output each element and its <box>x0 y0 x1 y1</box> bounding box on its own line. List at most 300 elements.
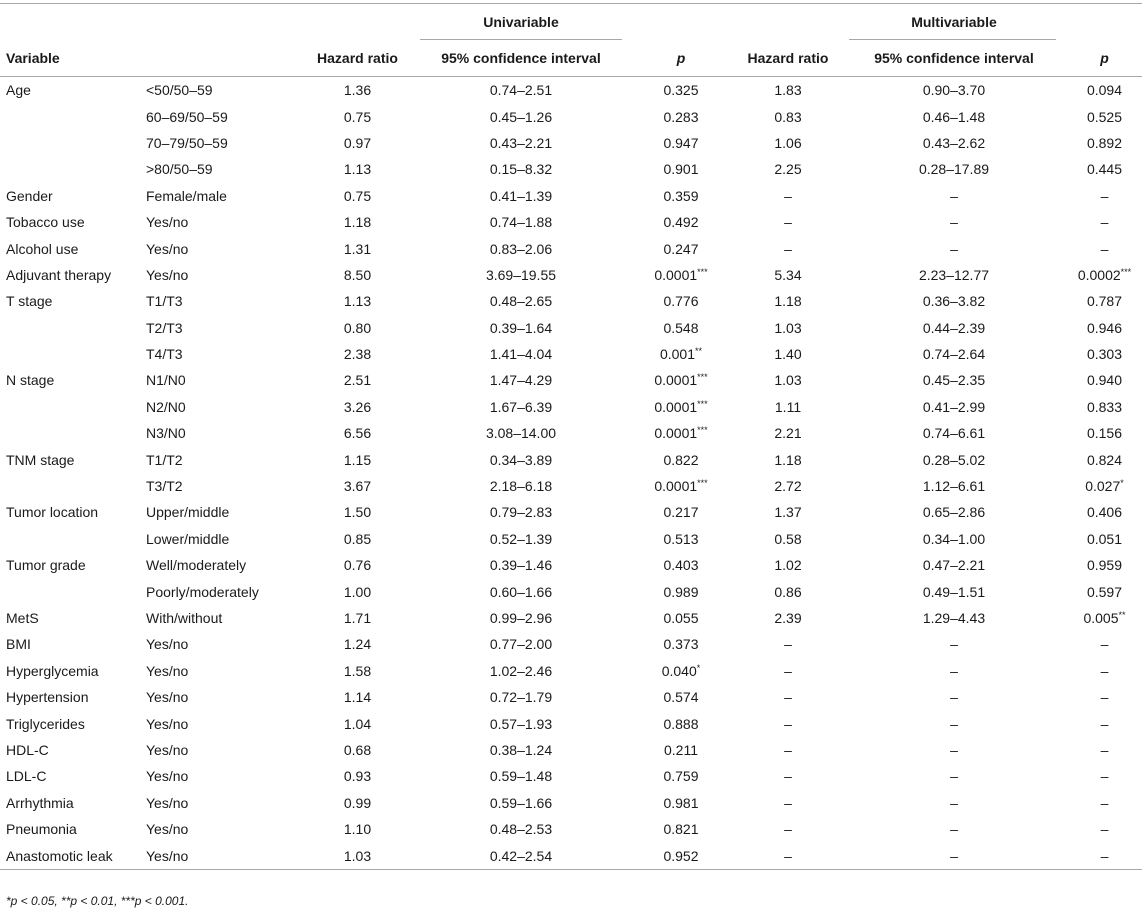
cell-multi-hazard-ratio <box>735 842 841 869</box>
cell-category <box>143 103 300 129</box>
cell-category <box>143 737 300 763</box>
cell-variable <box>0 710 143 736</box>
cell-uni-hazard-ratio-value: 1.71 <box>343 610 372 626</box>
cell-multi-hazard-ratio <box>735 526 841 552</box>
cell-uni-hazard-ratio-value: 1.13 <box>343 161 372 178</box>
cell-uni-ci <box>415 552 627 578</box>
cell-uni-ci-value: 0.48–2.53 <box>489 821 553 838</box>
cell-multi-ci-value: – <box>950 689 958 706</box>
cell-multi-p <box>1067 262 1142 288</box>
cell-uni-p <box>627 526 735 552</box>
cell-multi-p <box>1067 77 1142 104</box>
cell-multi-ci <box>841 684 1067 710</box>
cell-uni-ci <box>415 842 627 869</box>
cell-uni-hazard-ratio <box>300 315 415 341</box>
cell-uni-p-value: 0.325 <box>663 82 699 99</box>
cell-category-value: Yes/no <box>146 636 189 653</box>
cell-multi-ci <box>841 790 1067 816</box>
cell-category <box>143 77 300 104</box>
cell-multi-p <box>1067 605 1142 631</box>
cell-multi-hazard-ratio-value: 2.39 <box>774 610 802 626</box>
cell-uni-hazard-ratio-value: 1.03 <box>343 847 372 864</box>
cell-variable-value: Triglycerides <box>6 715 85 732</box>
cell-multi-p <box>1067 790 1142 816</box>
cell-multi-ci <box>841 420 1067 446</box>
cell-uni-ci <box>415 394 627 420</box>
cell-uni-hazard-ratio <box>300 658 415 684</box>
cell-multi-ci <box>841 156 1067 182</box>
cell-uni-ci <box>415 473 627 499</box>
cell-category <box>143 684 300 710</box>
cell-multi-ci-value: 0.74–2.64 <box>922 346 986 363</box>
cell-multi-ci-value: 0.45–2.35 <box>922 372 986 389</box>
cell-category-value: Yes/no <box>146 794 189 811</box>
cell-multi-hazard-ratio-value: 1.02 <box>774 557 802 574</box>
cell-uni-hazard-ratio-value: 2.38 <box>343 346 372 363</box>
cell-variable <box>0 209 143 235</box>
cell-uni-hazard-ratio <box>300 394 415 420</box>
cell-variable <box>0 288 143 314</box>
cell-uni-hazard-ratio <box>300 367 415 393</box>
cell-uni-p <box>627 816 735 842</box>
cell-category <box>143 710 300 736</box>
cell-variable <box>0 684 143 710</box>
cell-multi-p-value: 0.051 <box>1086 530 1123 547</box>
cell-category-value: >80/50–59 <box>146 161 213 178</box>
cell-multi-hazard-ratio <box>735 394 841 420</box>
group-spacer <box>0 4 143 41</box>
cell-category <box>143 420 300 446</box>
cell-uni-hazard-ratio-value: 0.93 <box>343 768 372 785</box>
cell-multi-ci-value: – <box>950 715 958 732</box>
cell-variable-value: TNM stage <box>6 451 75 468</box>
cell-uni-p <box>627 420 735 446</box>
cell-multi-hazard-ratio-value: – <box>784 821 792 838</box>
significance-marker: *** <box>697 372 708 383</box>
cell-multi-ci <box>841 578 1067 604</box>
table-row <box>0 605 1142 631</box>
cell-uni-p-value: 0.574 <box>663 689 699 706</box>
cell-variable <box>0 763 143 789</box>
cell-category-value: N1/N0 <box>146 372 186 389</box>
cell-uni-p <box>627 235 735 261</box>
group-spacer <box>300 4 415 41</box>
cell-uni-p <box>627 394 735 420</box>
table-row <box>0 578 1142 604</box>
cell-multi-p <box>1067 552 1142 578</box>
cell-variable-value: MetS <box>6 610 39 626</box>
cell-multi-p <box>1067 631 1142 657</box>
cell-multi-p-value: 0.824 <box>1086 451 1123 468</box>
cell-multi-hazard-ratio <box>735 77 841 104</box>
cell-multi-ci-value: – <box>950 768 958 785</box>
table-row <box>0 499 1142 525</box>
cell-variable <box>0 842 143 869</box>
cell-uni-p-value: 0.759 <box>663 768 699 785</box>
cell-multi-hazard-ratio <box>735 816 841 842</box>
cell-multi-p-value: 0.005 <box>1083 610 1119 626</box>
cell-uni-hazard-ratio <box>300 235 415 261</box>
cell-multi-p-value: 0.525 <box>1086 108 1123 125</box>
cell-multi-ci <box>841 710 1067 736</box>
cell-multi-ci-value: – <box>950 187 958 204</box>
cell-multi-p <box>1067 367 1142 393</box>
cell-multi-ci <box>841 315 1067 341</box>
cell-multi-p-value: – <box>1100 636 1109 653</box>
cell-variable <box>0 605 143 631</box>
cell-uni-ci-value: 0.43–2.21 <box>489 134 553 151</box>
cell-multi-p-value: – <box>1100 847 1109 864</box>
cell-uni-ci-value: 0.15–8.32 <box>489 161 553 178</box>
cell-uni-hazard-ratio <box>300 605 415 631</box>
cell-variable <box>0 499 143 525</box>
cell-multi-ci <box>841 763 1067 789</box>
cell-uni-ci <box>415 209 627 235</box>
significance-marker: *** <box>1120 266 1132 277</box>
cell-multi-hazard-ratio-value: 1.03 <box>774 372 802 389</box>
cell-multi-p-value: – <box>1100 741 1109 758</box>
cell-uni-p <box>627 156 735 182</box>
cell-multi-p <box>1067 710 1142 736</box>
cell-uni-p-value: 0.821 <box>663 821 699 838</box>
cell-uni-p-value: 0.548 <box>663 319 699 336</box>
cell-multi-hazard-ratio <box>735 446 841 472</box>
group-spacer <box>143 4 300 41</box>
cell-variable-value: Anastomotic leak <box>6 847 113 864</box>
cell-uni-hazard-ratio-value: 0.76 <box>343 557 372 574</box>
cell-multi-ci-value: – <box>950 662 958 679</box>
multivariable-underline <box>849 39 1056 40</box>
cell-uni-p <box>627 631 735 657</box>
cell-variable-value: Arrhythmia <box>6 794 74 811</box>
cell-uni-hazard-ratio-value: 1.15 <box>343 451 372 468</box>
cell-category-value: Yes/no <box>146 689 189 706</box>
cell-uni-p <box>627 341 735 367</box>
cell-variable-value: BMI <box>6 636 31 653</box>
cell-multi-ci <box>841 473 1067 499</box>
cell-multi-hazard-ratio <box>735 658 841 684</box>
cell-category-value: T4/T3 <box>146 346 183 363</box>
cell-uni-hazard-ratio <box>300 288 415 314</box>
cell-uni-p-value: 0.373 <box>663 636 699 653</box>
cell-multi-ci-value: – <box>950 847 958 864</box>
cell-uni-ci-value: 0.45–1.26 <box>489 108 553 125</box>
cell-category-value: Yes/no <box>146 214 189 231</box>
cell-multi-p-value: 0.940 <box>1086 372 1123 389</box>
cell-multi-p <box>1067 235 1142 261</box>
cell-category <box>143 288 300 314</box>
cell-variable <box>0 631 143 657</box>
table-row <box>0 526 1142 552</box>
cell-multi-ci <box>841 446 1067 472</box>
cell-uni-hazard-ratio <box>300 710 415 736</box>
table-row <box>0 183 1142 209</box>
cell-variable <box>0 790 143 816</box>
cell-uni-hazard-ratio <box>300 842 415 869</box>
cell-uni-p <box>627 710 735 736</box>
cell-multi-hazard-ratio-value: 0.86 <box>774 583 802 600</box>
cell-uni-hazard-ratio <box>300 684 415 710</box>
cell-multi-ci <box>841 341 1067 367</box>
cell-multi-hazard-ratio-value: 1.11 <box>774 398 802 415</box>
cell-variable <box>0 341 143 367</box>
cell-uni-p <box>627 288 735 314</box>
cell-multi-hazard-ratio <box>735 737 841 763</box>
cell-uni-p-value: 0.283 <box>663 108 699 125</box>
cell-uni-p <box>627 183 735 209</box>
cell-category-value: Yes/no <box>146 240 189 257</box>
cell-uni-ci-value: 3.08–14.00 <box>485 425 557 442</box>
cell-uni-ci-value: 0.48–2.65 <box>489 293 553 310</box>
cell-uni-ci-value: 0.34–3.89 <box>489 451 553 468</box>
cell-uni-ci-value: 0.59–1.66 <box>489 794 553 811</box>
cell-variable-value: LDL-C <box>6 768 47 785</box>
cell-uni-p <box>627 658 735 684</box>
significance-marker: *** <box>697 478 708 489</box>
table-row <box>0 631 1142 657</box>
cell-multi-p <box>1067 842 1142 869</box>
cell-multi-ci-value: 0.36–3.82 <box>922 293 986 310</box>
cell-multi-hazard-ratio-value: 5.34 <box>774 266 802 283</box>
cell-multi-hazard-ratio <box>735 315 841 341</box>
cell-variable-value: Gender <box>6 187 53 204</box>
cell-multi-hazard-ratio-value: 2.72 <box>774 478 802 495</box>
cell-multi-hazard-ratio <box>735 420 841 446</box>
cell-variable-value: HDL-C <box>6 741 49 758</box>
col-uni-hazard-ratio: Hazard ratio <box>300 40 415 77</box>
cell-uni-p-value: 0.217 <box>663 504 699 521</box>
cell-variable-value: Age <box>6 82 31 99</box>
cell-uni-ci <box>415 103 627 129</box>
cell-category-value: Yes/no <box>146 768 189 785</box>
col-multi-hazard-ratio: Hazard ratio <box>735 40 841 77</box>
cell-category <box>143 130 300 156</box>
cell-uni-ci <box>415 763 627 789</box>
cell-multi-ci-value: 0.34–1.00 <box>922 530 986 547</box>
cell-uni-p-value: 0.952 <box>663 847 699 864</box>
cell-multi-hazard-ratio-value: – <box>784 741 792 758</box>
cell-uni-ci <box>415 288 627 314</box>
cell-multi-p-value: 0.946 <box>1086 319 1123 336</box>
cell-uni-p <box>627 499 735 525</box>
cell-category-value: Yes/no <box>146 715 189 732</box>
cell-multi-hazard-ratio-value: 1.18 <box>774 293 802 310</box>
cell-uni-ci-value: 0.79–2.83 <box>489 504 553 521</box>
cell-category <box>143 341 300 367</box>
cell-uni-ci-value: 0.59–1.48 <box>489 768 553 785</box>
group-spacer <box>627 4 735 41</box>
cell-variable <box>0 130 143 156</box>
cell-multi-hazard-ratio-value: 1.06 <box>774 134 802 151</box>
cell-uni-hazard-ratio <box>300 446 415 472</box>
table-row <box>0 156 1142 182</box>
cell-category-value: Female/male <box>146 187 227 204</box>
cell-multi-hazard-ratio <box>735 235 841 261</box>
cell-uni-hazard-ratio <box>300 183 415 209</box>
cell-variable <box>0 262 143 288</box>
table-row <box>0 209 1142 235</box>
table-footnote: *p < 0.05, **p < 0.01, ***p < 0.001. <box>6 894 189 908</box>
cell-uni-p <box>627 446 735 472</box>
cell-multi-p <box>1067 578 1142 604</box>
cell-variable <box>0 156 143 182</box>
cell-uni-p-value: 0.001 <box>659 346 696 363</box>
cell-category-value: T1/T3 <box>146 293 183 310</box>
table-row <box>0 235 1142 261</box>
cell-uni-hazard-ratio-value: 1.04 <box>343 715 372 732</box>
cell-uni-hazard-ratio <box>300 816 415 842</box>
cell-category <box>143 605 300 631</box>
cell-uni-hazard-ratio <box>300 262 415 288</box>
cell-variable-value: Adjuvant therapy <box>6 266 112 283</box>
cell-uni-hazard-ratio-value: 1.14 <box>343 689 372 706</box>
cell-category-value: Yes/no <box>146 821 189 838</box>
cell-uni-ci <box>415 156 627 182</box>
cell-uni-ci-value: 0.72–1.79 <box>489 689 553 706</box>
cell-variable <box>0 816 143 842</box>
cell-multi-hazard-ratio-value: 1.83 <box>774 82 802 99</box>
cell-multi-hazard-ratio-value: 1.37 <box>774 504 802 521</box>
cell-uni-p-value: 0.0001 <box>654 425 698 442</box>
cell-uni-hazard-ratio-value: 1.36 <box>343 82 372 99</box>
cell-variable <box>0 420 143 446</box>
cell-uni-p-value: 0.211 <box>664 741 698 758</box>
cell-multi-p <box>1067 684 1142 710</box>
cell-uni-hazard-ratio <box>300 420 415 446</box>
cell-multi-ci <box>841 367 1067 393</box>
cell-category-value: Yes/no <box>146 662 189 679</box>
cell-uni-p <box>627 262 735 288</box>
cell-uni-ci <box>415 420 627 446</box>
cell-multi-ci-value: – <box>950 636 958 653</box>
cell-uni-ci <box>415 367 627 393</box>
cell-uni-ci-value: 0.74–1.88 <box>489 214 553 231</box>
cell-uni-hazard-ratio-value: 8.50 <box>343 266 372 283</box>
cell-uni-hazard-ratio-value: 0.85 <box>343 530 372 547</box>
cell-category-value: Lower/middle <box>146 530 230 547</box>
cell-multi-p <box>1067 209 1142 235</box>
cell-uni-ci-value: 0.74–2.51 <box>489 82 553 99</box>
cell-variable <box>0 658 143 684</box>
cell-uni-hazard-ratio-value: 1.00 <box>343 583 372 600</box>
cell-variable <box>0 315 143 341</box>
cell-multi-ci <box>841 631 1067 657</box>
significance-marker: * <box>1120 478 1124 489</box>
cell-uni-ci <box>415 790 627 816</box>
cell-uni-p-value: 0.0001 <box>654 398 698 415</box>
cell-multi-ci-value: 0.43–2.62 <box>922 134 986 151</box>
group-spacer <box>735 4 841 41</box>
cell-multi-ci <box>841 209 1067 235</box>
cell-multi-hazard-ratio <box>735 499 841 525</box>
cell-multi-hazard-ratio <box>735 156 841 182</box>
cell-multi-ci-value: 0.46–1.48 <box>922 108 986 125</box>
cell-category <box>143 235 300 261</box>
cell-multi-ci-value: 0.47–2.21 <box>922 557 986 574</box>
significance-marker: ** <box>695 346 703 357</box>
cell-multi-p-value: – <box>1100 794 1109 811</box>
cell-uni-ci-value: 1.67–6.39 <box>489 398 553 415</box>
cell-multi-hazard-ratio <box>735 552 841 578</box>
cell-variable-value: Tumor grade <box>6 557 86 574</box>
cell-variable <box>0 77 143 104</box>
cell-variable <box>0 578 143 604</box>
cell-variable <box>0 367 143 393</box>
cell-multi-hazard-ratio-value: – <box>784 240 792 257</box>
significance-marker: *** <box>697 398 708 409</box>
cell-variable-value: Pneumonia <box>6 821 77 838</box>
table-row <box>0 262 1142 288</box>
cell-multi-ci <box>841 262 1067 288</box>
cell-multi-hazard-ratio <box>735 790 841 816</box>
cell-uni-ci-value: 0.77–2.00 <box>489 636 553 653</box>
cell-variable <box>0 103 143 129</box>
cell-uni-hazard-ratio <box>300 209 415 235</box>
cell-uni-p-value: 0.492 <box>663 214 699 231</box>
cell-uni-p-value: 0.055 <box>663 610 699 626</box>
cell-uni-p-value: 0.403 <box>663 557 699 574</box>
cell-uni-hazard-ratio-value: 2.51 <box>343 372 372 389</box>
cell-multi-p <box>1067 658 1142 684</box>
cell-uni-p <box>627 790 735 816</box>
cell-uni-ci-value: 1.47–4.29 <box>489 372 553 389</box>
cell-uni-ci-value: 1.41–4.04 <box>489 346 553 363</box>
cell-multi-ci-value: 2.23–12.77 <box>918 266 990 283</box>
cell-category <box>143 209 300 235</box>
cell-multi-hazard-ratio-value: 1.40 <box>774 346 802 363</box>
cell-variable <box>0 446 143 472</box>
cell-multi-hazard-ratio-value: – <box>784 187 792 204</box>
cell-category-value: T2/T3 <box>146 319 183 336</box>
significance-marker: *** <box>697 425 708 436</box>
significance-marker: ** <box>1118 610 1126 620</box>
cell-uni-p-value: 0.0001 <box>654 372 698 389</box>
cell-multi-p <box>1067 420 1142 446</box>
cell-uni-p-value: 0.0001 <box>654 478 698 495</box>
cell-category <box>143 526 300 552</box>
cell-variable <box>0 737 143 763</box>
cell-variable-value: N stage <box>6 372 55 389</box>
cell-uni-p-value: 0.981 <box>663 794 699 811</box>
cell-uni-p-value: 0.040 <box>661 662 697 679</box>
cell-uni-ci <box>415 737 627 763</box>
cell-uni-p <box>627 684 735 710</box>
cell-uni-hazard-ratio <box>300 77 415 104</box>
cell-multi-hazard-ratio <box>735 605 841 631</box>
cell-category-value: <50/50–59 <box>146 82 213 99</box>
cell-uni-p <box>627 130 735 156</box>
cell-multi-p <box>1067 103 1142 129</box>
cell-category <box>143 315 300 341</box>
cell-uni-hazard-ratio-value: 3.26 <box>343 398 372 415</box>
cell-uni-p <box>627 315 735 341</box>
col-uni-p: p <box>627 40 735 77</box>
cell-category <box>143 499 300 525</box>
column-header-row <box>0 40 1142 77</box>
cell-uni-p <box>627 103 735 129</box>
table-row <box>0 367 1142 393</box>
cell-multi-ci-value: – <box>950 821 958 838</box>
cell-uni-hazard-ratio <box>300 790 415 816</box>
cell-uni-ci <box>415 710 627 736</box>
cell-multi-ci-value: 0.28–5.02 <box>922 451 986 468</box>
cell-uni-ci-value: 2.18–6.18 <box>489 478 553 495</box>
cell-uni-hazard-ratio-value: 1.58 <box>343 662 372 679</box>
cell-category <box>143 367 300 393</box>
table-row <box>0 790 1142 816</box>
hazard-ratio-table <box>0 3 1142 870</box>
group-univariable: Univariable <box>415 4 627 41</box>
